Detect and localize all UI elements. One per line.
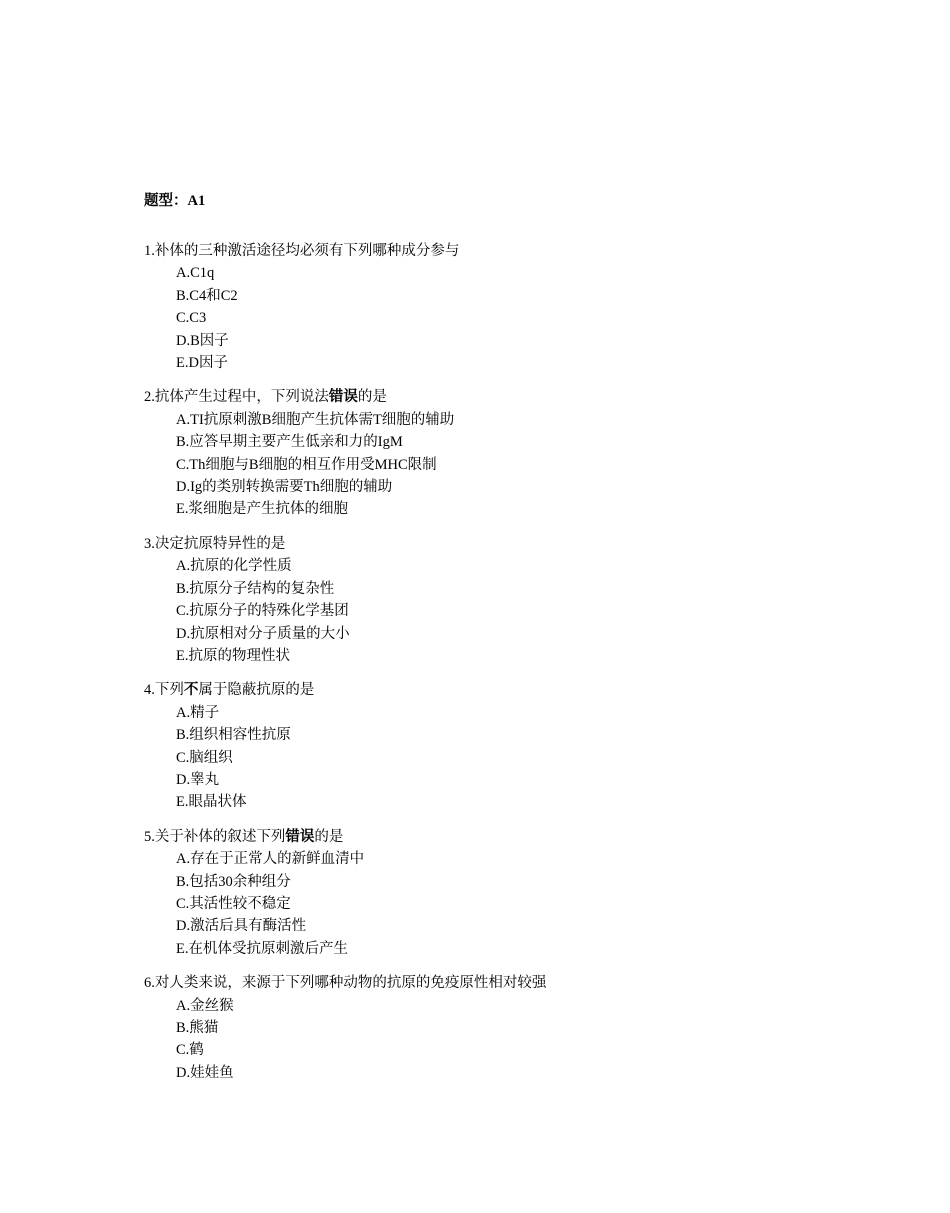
question-stem bbox=[144, 679, 844, 701]
section-label: 题型： bbox=[144, 193, 188, 209]
question-stem bbox=[144, 972, 844, 994]
question-5 bbox=[144, 826, 844, 960]
option-list bbox=[144, 262, 844, 374]
option-e: E.抗原的物理性状 bbox=[176, 647, 290, 664]
question-1 bbox=[144, 240, 844, 374]
option-c: C.脑组织 bbox=[176, 749, 233, 766]
emphasis-text: 错误 bbox=[285, 828, 315, 845]
option-d: D.Ig的类别转换需要Th细胞的辅助 bbox=[176, 479, 393, 496]
option-a: A.精子 bbox=[176, 704, 220, 721]
option-b: B.抗原分子结构的复杂性 bbox=[176, 580, 335, 597]
option-d: D.激活后具有酶活性 bbox=[176, 918, 307, 935]
option-list bbox=[144, 555, 844, 667]
option-b: B.C4和C2 bbox=[176, 287, 238, 304]
option-a: A.存在于正常人的新鲜血清中 bbox=[176, 851, 365, 868]
option-b: B.包括30余种组分 bbox=[176, 873, 291, 890]
option-list bbox=[144, 995, 844, 1085]
question-3 bbox=[144, 533, 844, 667]
option-d: D.B因子 bbox=[176, 332, 229, 349]
question-list bbox=[144, 240, 844, 1084]
question-6 bbox=[144, 972, 844, 1084]
option-c: C.Th细胞与B细胞的相互作用受MHC限制 bbox=[176, 456, 437, 473]
option-b: B.组织相容性抗原 bbox=[176, 727, 291, 744]
option-c: C.其活性较不稳定 bbox=[176, 895, 291, 912]
question-number: 4. bbox=[144, 682, 155, 699]
option-list bbox=[144, 702, 844, 814]
stem-text: 属于隐蔽抗原的是 bbox=[198, 682, 315, 699]
question-number: 1. bbox=[144, 243, 155, 259]
document-page bbox=[144, 190, 844, 1096]
option-a: A.金丝猴 bbox=[176, 997, 234, 1014]
option-d: D.娃娃鱼 bbox=[176, 1064, 234, 1081]
option-c: C.抗原分子的特殊化学基团 bbox=[176, 603, 349, 620]
question-stem bbox=[144, 386, 844, 408]
section-title bbox=[144, 190, 844, 212]
option-c: C.鹤 bbox=[176, 1042, 204, 1059]
option-e: E.眼晶状体 bbox=[176, 794, 247, 811]
stem-text: 的是 bbox=[357, 389, 387, 406]
option-d: D.抗原相对分子质量的大小 bbox=[176, 625, 350, 642]
option-a: A.C1q bbox=[176, 265, 215, 282]
option-c: C.C3 bbox=[176, 310, 207, 327]
emphasis-text: 不 bbox=[183, 682, 199, 699]
section-type: A1 bbox=[187, 193, 206, 209]
stem-text: 关于补体的叙述下列 bbox=[154, 828, 286, 845]
option-list bbox=[144, 409, 844, 521]
stem-text: 的是 bbox=[314, 828, 344, 845]
question-number: 5. bbox=[144, 828, 155, 845]
emphasis-text: 错误 bbox=[328, 389, 358, 406]
option-e: E.D因子 bbox=[176, 355, 228, 372]
question-4 bbox=[144, 679, 844, 813]
question-2 bbox=[144, 386, 844, 520]
option-d: D.睾丸 bbox=[176, 771, 220, 788]
option-b: B.熊猫 bbox=[176, 1020, 219, 1036]
question-stem bbox=[144, 533, 844, 555]
option-e: E.在机体受抗原刺激后产生 bbox=[176, 940, 348, 957]
question-stem bbox=[144, 826, 844, 848]
stem-text: 决定抗原特异性的是 bbox=[154, 535, 286, 552]
option-list bbox=[144, 848, 844, 960]
option-b: B.应答早期主要产生低亲和力的IgM bbox=[176, 434, 403, 451]
option-e: E.浆细胞是产生抗体的细胞 bbox=[176, 501, 348, 518]
stem-text: 对人类来说，来源于下列哪种动物的抗原的免疫原性相对较强 bbox=[154, 975, 547, 992]
option-a: A.TI抗原刺激B细胞产生抗体需T细胞的辅助 bbox=[176, 411, 455, 428]
question-number: 6. bbox=[144, 975, 155, 992]
stem-text: 下列 bbox=[154, 682, 184, 699]
stem-text: 抗体产生过程中，下列说法 bbox=[154, 389, 329, 406]
option-a: A.抗原的化学性质 bbox=[176, 558, 292, 575]
question-number: 2. bbox=[144, 389, 155, 406]
question-number: 3. bbox=[144, 535, 155, 552]
stem-text: 补体的三种激活途径均必须有下列哪种成分参与 bbox=[154, 243, 460, 259]
question-stem bbox=[144, 240, 844, 262]
